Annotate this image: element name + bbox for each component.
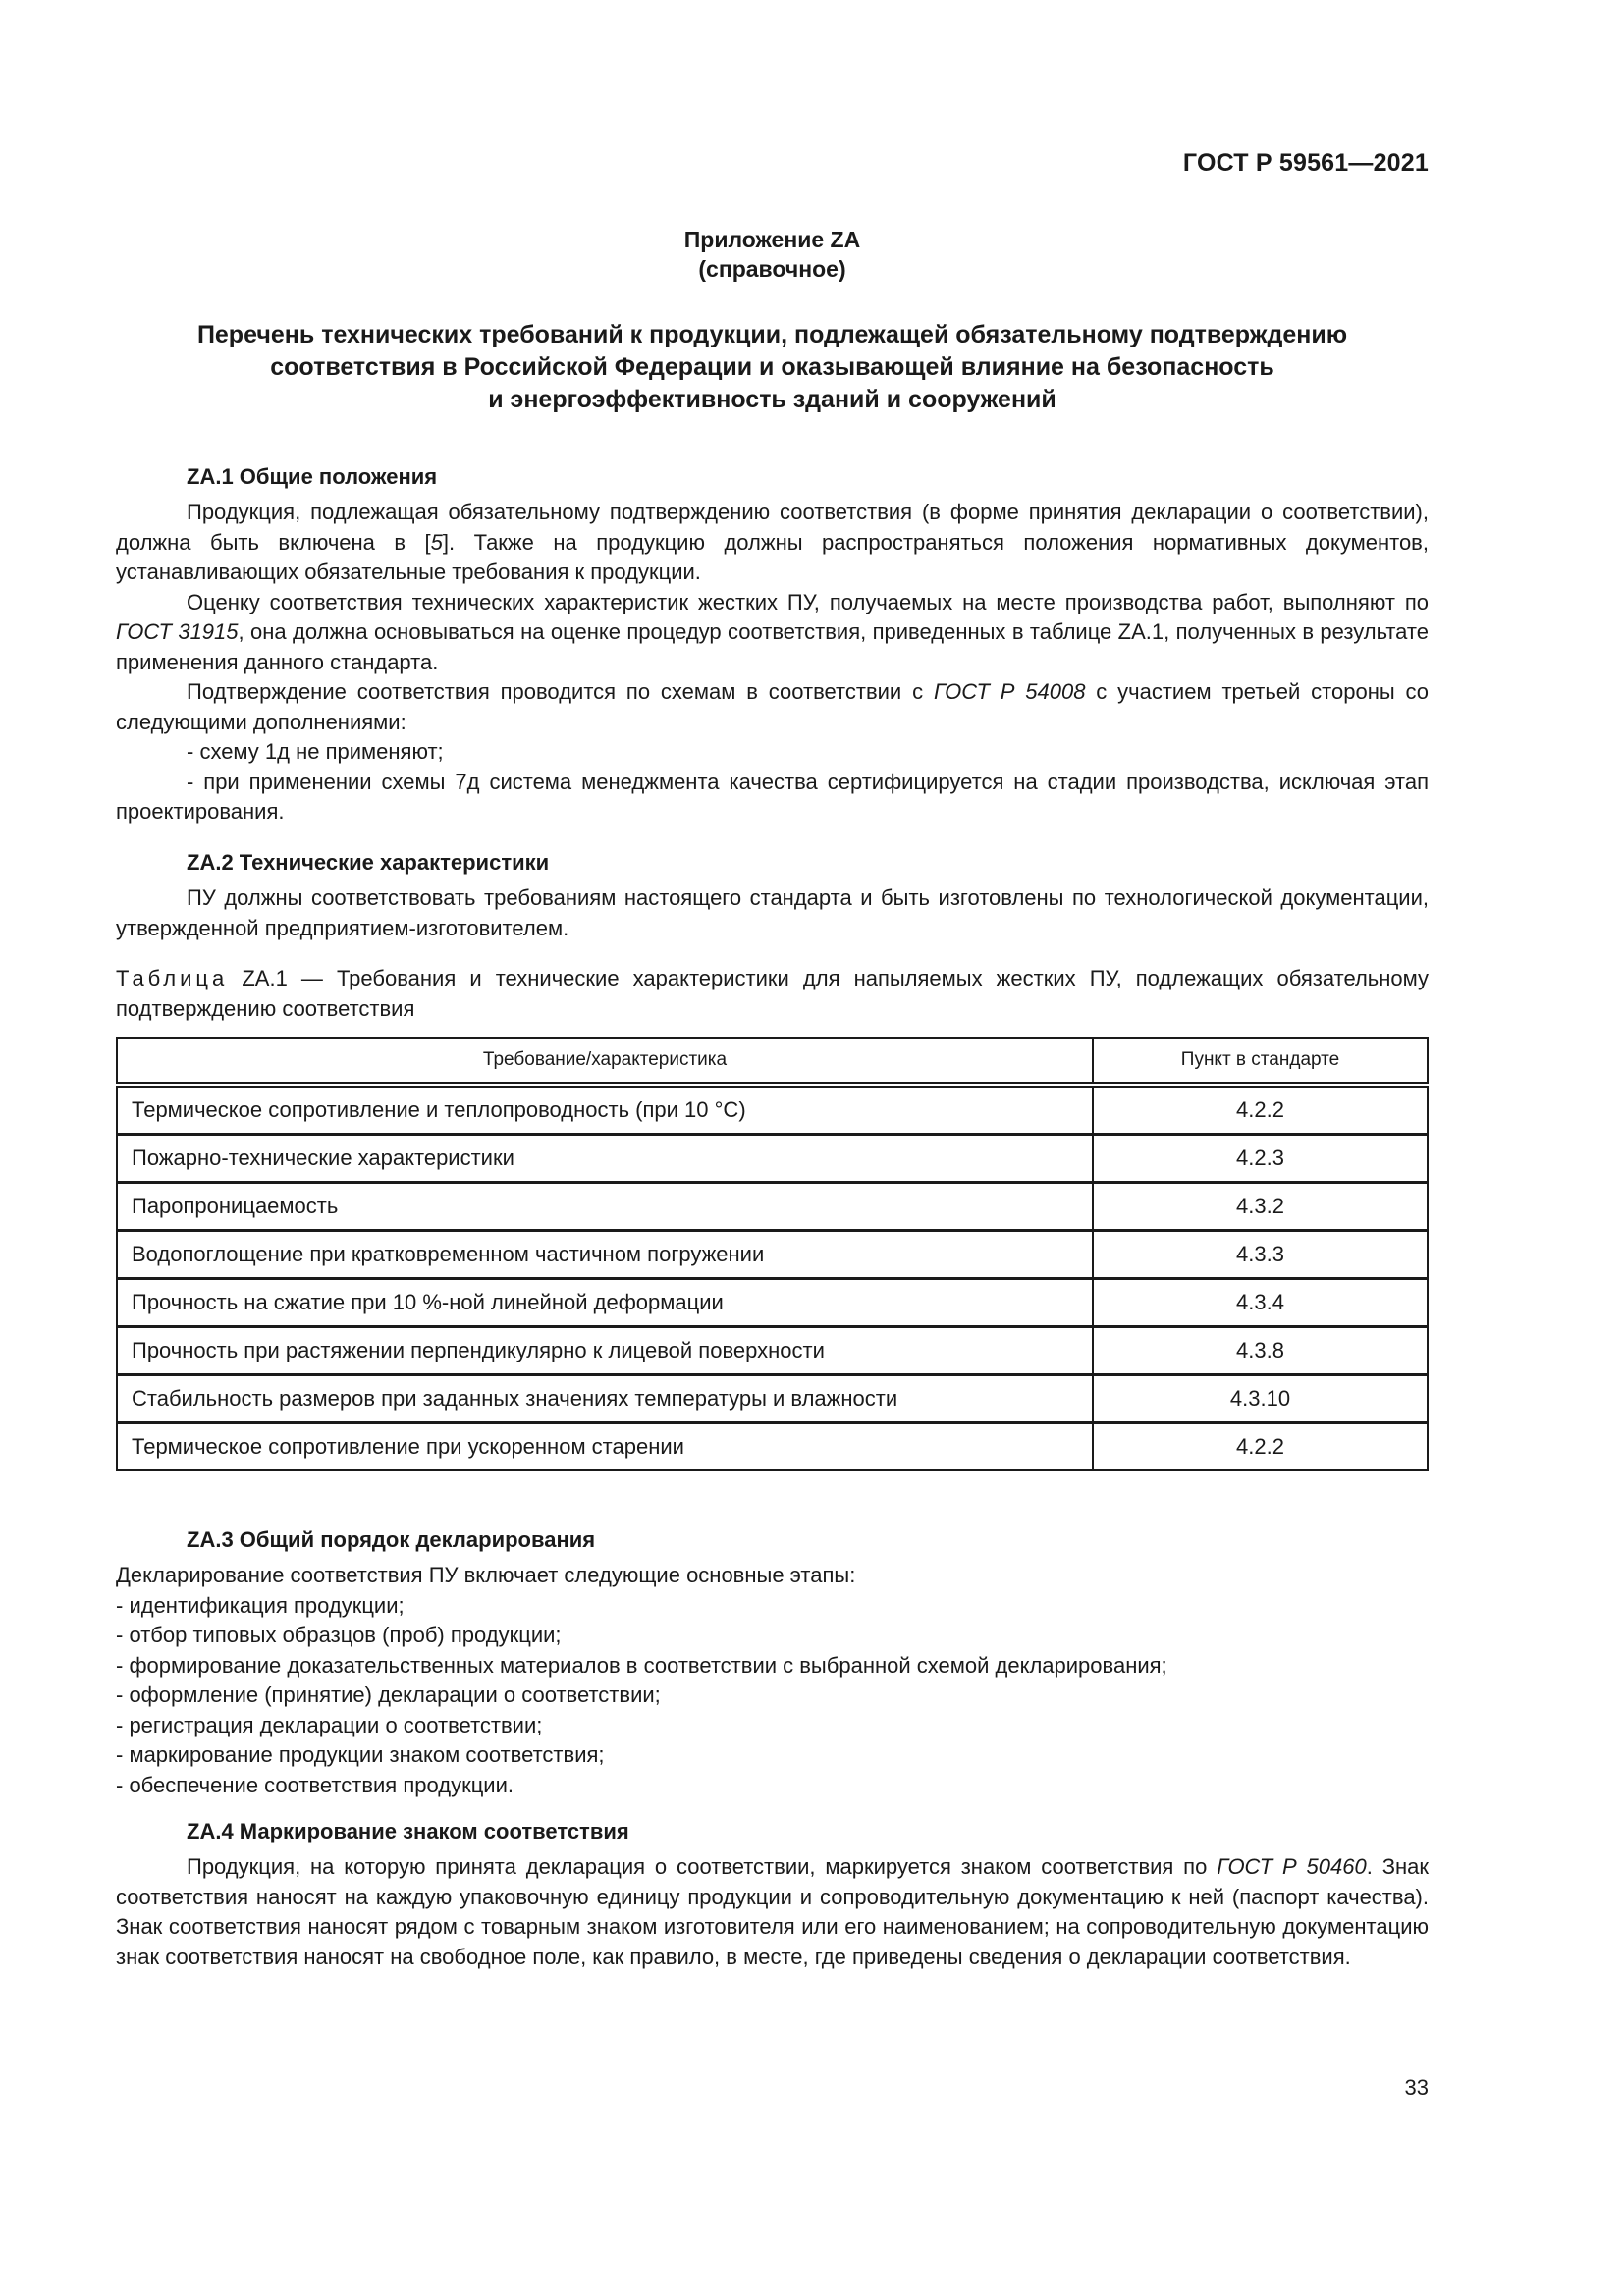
requirement-cell: Стабильность размеров при заданных значениях температуры и влажности	[117, 1375, 1093, 1423]
list-item: - маркирование продукции знаком соответствия;	[116, 1742, 605, 1767]
paragraph: Продукция, на которую принята декларация о соответствии, маркируется знаком соответствия по ГОСТ Р 50460. Знак соответствия наносят на каждую упаковочную единицу продукции и сопроводительную документацию к ней (паспорт качества). Знак соответствия наносят рядом с товарным знаком изготовителя или его наименованием; на сопроводительную документацию знак соответствия наносят на свободное поле, как правило, в месте, где приведены сведения о декларации соответствия.	[116, 1854, 1429, 1969]
list-item: - обеспечение соответствия продукции.	[116, 1772, 514, 1797]
table-row	[117, 1375, 1428, 1423]
main-title-line: Перечень технических требований к продукции, подлежащей обязательному подтверждению	[196, 321, 1348, 348]
requirement-cell: Термическое сопротивление и теплопроводность (при 10 °С)	[117, 1085, 1093, 1135]
clause-cell: 4.2.2	[1093, 1085, 1428, 1135]
main-title	[116, 319, 1429, 416]
list-item: - идентификация продукции;	[116, 1592, 405, 1618]
section-za2-body	[116, 883, 1429, 943]
table-caption-label: Таблица	[116, 966, 229, 990]
bibliography-ref: 5	[430, 529, 443, 555]
annex-title-block	[116, 225, 1429, 284]
paragraph: Подтверждение соответствия проводится по схемам в соответствии с ГОСТ Р 54008 с участием третьей стороны со следующими дополнениями:	[116, 679, 1430, 734]
annex-title: Приложение ZA	[683, 227, 861, 252]
list-item: - отбор типовых образцов (проб) продукции;	[116, 1623, 562, 1647]
section-heading-za3: ZA.3 Общий порядок декларирования	[187, 1527, 596, 1552]
section-heading-za2: ZA.2 Технические характеристики	[187, 850, 550, 875]
paragraph: Декларирование соответствия ПУ включает следующие основные этапы:	[116, 1563, 856, 1587]
paragraph: ПУ должны соответствовать требованиям настоящего стандарта и быть изготовлены по технологической документации, утвержденной предприятием-изготовителем.	[116, 885, 1429, 940]
table-row	[117, 1135, 1428, 1183]
requirement-cell: Водопоглощение при кратковременном частичном погружении	[117, 1231, 1093, 1279]
column-header-requirement: Требование/характеристика	[117, 1038, 1093, 1085]
table-row	[117, 1183, 1428, 1231]
table-row	[117, 1279, 1428, 1327]
clause-cell: 4.2.2	[1093, 1423, 1428, 1471]
main-title-line: и энергоэффективность зданий и сооружений	[488, 386, 1056, 413]
main-title-line: соответствия в Российской Федерации и оказывающей влияние на безопасность	[270, 353, 1274, 381]
table-row	[117, 1423, 1428, 1471]
column-header-clause: Пункт в стандарте	[1093, 1038, 1428, 1085]
table-row	[117, 1231, 1428, 1279]
requirement-cell: Прочность на сжатие при 10 %-ной линейной деформации	[117, 1279, 1093, 1327]
table-header-row	[117, 1038, 1428, 1085]
table-caption-text: ZA.1 — Требования и технические характеристики для напыляемых жестких ПУ, подлежащих обязательному подтверждению соответствия	[116, 966, 1429, 1021]
table-caption	[116, 964, 1429, 1024]
annex-subtitle: (справочное)	[698, 256, 846, 282]
section-za4-body	[116, 1852, 1429, 1972]
table-row	[117, 1327, 1428, 1375]
paragraph: Продукция, подлежащая обязательному подтверждению соответствия (в форме принятия декларации о соответствии), должна быть включена в [5]. Также на продукцию должны распространяться положения нормативных документов, устанавливающих обязательные требования к продукции.	[116, 500, 1429, 584]
paragraph: Оценку соответствия технических характеристик жестких ПУ, получаемых на месте производства работ, выполняют по ГОСТ 31915, она должна основываться на оценке процедур соответствия, приведенных в таблице ZA.1, полученных в результате применения данного стандарта.	[116, 589, 1429, 674]
standard-ref: ГОСТ 31915	[116, 619, 239, 644]
requirement-cell: Пожарно-технические характеристики	[117, 1135, 1093, 1183]
standard-ref: ГОСТ Р 50460	[1217, 1854, 1367, 1879]
list-item: - регистрация декларации о соответствии;	[116, 1712, 543, 1737]
clause-cell: 4.3.3	[1093, 1231, 1428, 1279]
list-item: - схему 1д не применяют;	[187, 739, 444, 764]
document-code: ГОСТ Р 59561—2021	[1182, 149, 1429, 177]
requirement-cell: Паропроницаемость	[117, 1183, 1093, 1231]
section-heading-za4: ZA.4 Маркирование знаком соответствия	[187, 1819, 629, 1843]
list-item: - формирование доказательственных материалов в соответствии с выбранной схемой декларирования;	[116, 1652, 1167, 1678]
section-za3-body	[116, 1561, 1429, 1800]
section-heading-za1: ZA.1 Общие положения	[187, 464, 438, 489]
list-item: - при применении схемы 7д система менеджмента качества сертифицируется на стадии производства, исключая этап проектирования.	[116, 769, 1429, 824]
clause-cell: 4.2.3	[1093, 1135, 1428, 1183]
requirement-cell: Прочность при растяжении перпендикулярно к лицевой поверхности	[117, 1327, 1093, 1375]
clause-cell: 4.3.8	[1093, 1327, 1428, 1375]
clause-cell: 4.3.2	[1093, 1183, 1428, 1231]
clause-cell: 4.3.10	[1093, 1375, 1428, 1423]
list-item: - оформление (принятие) декларации о соответствии;	[116, 1682, 661, 1707]
table-row	[117, 1085, 1428, 1135]
page-number: 33	[1404, 2075, 1429, 2100]
requirements-table	[116, 1037, 1429, 1471]
section-za1-body	[116, 498, 1429, 828]
standard-ref: ГОСТ Р 54008	[933, 679, 1086, 704]
clause-cell: 4.3.4	[1093, 1279, 1428, 1327]
requirement-cell: Термическое сопротивление при ускоренном старении	[117, 1423, 1093, 1471]
